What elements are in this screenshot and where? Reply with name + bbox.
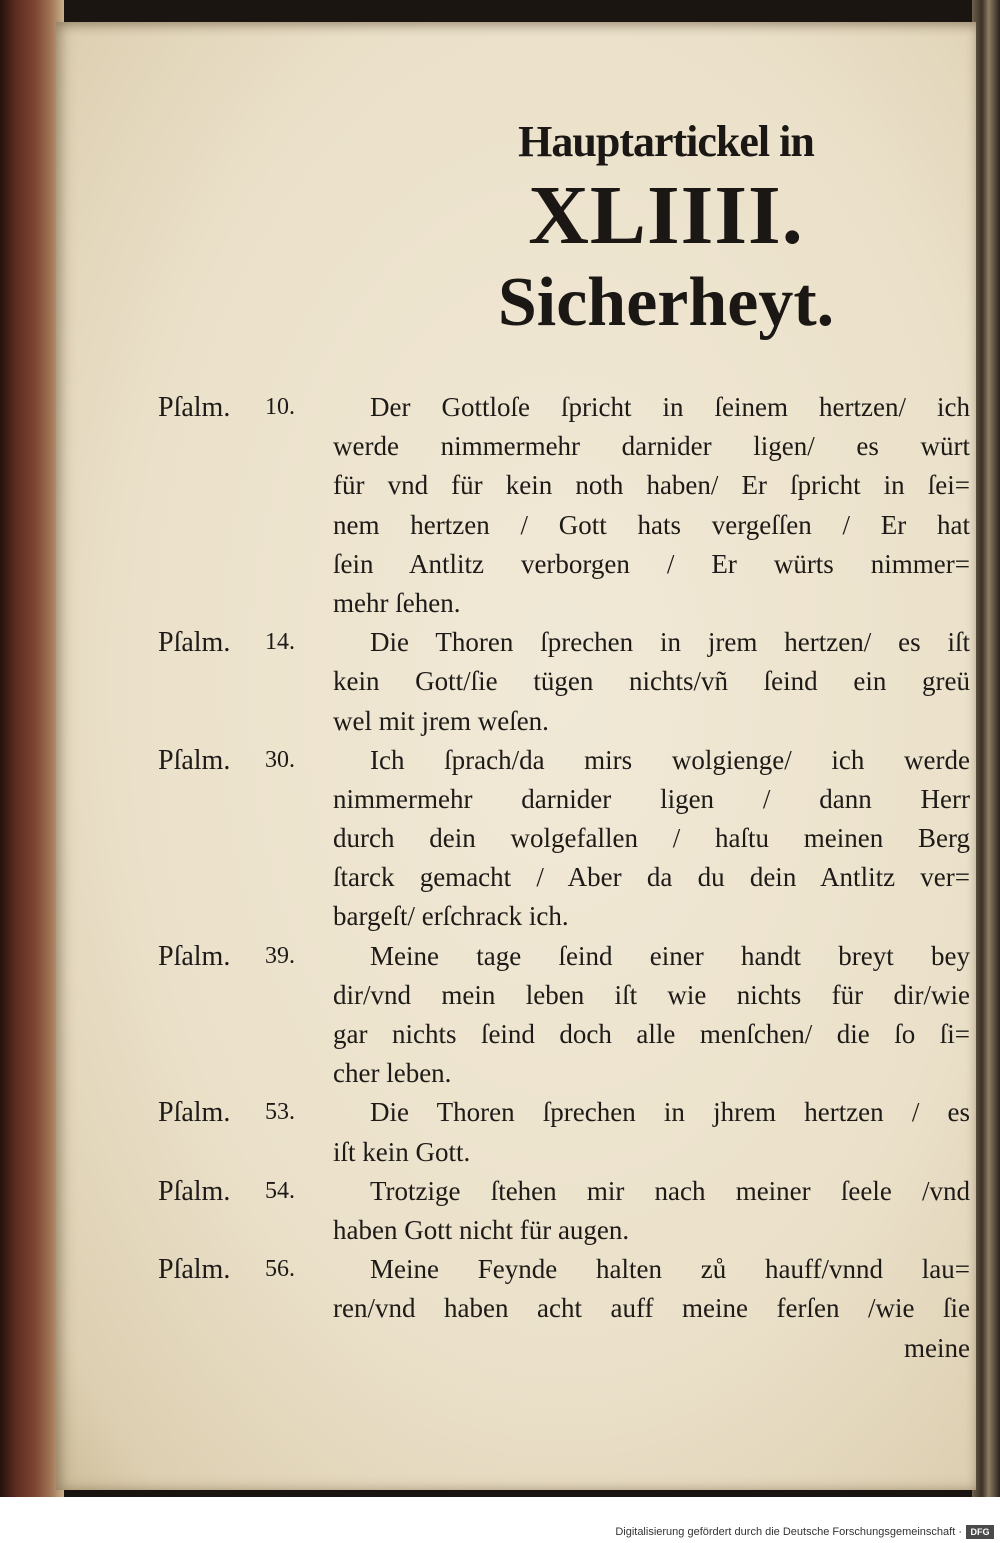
margin-reference-number: 53.	[265, 1099, 295, 1126]
psalm-entry	[158, 388, 970, 623]
text-line: Meine tage ſeind einer handt breyt bey	[370, 940, 970, 971]
margin-reference-label: Pſalm.	[158, 1175, 231, 1207]
chapter-heading	[416, 112, 916, 346]
text-line: ſein Antlitz verborgen / Er würts nimmer=	[333, 548, 970, 579]
book-page	[56, 22, 976, 1490]
text-line: Trotzige ſtehen mir nach meiner ſeele /vnd	[370, 1175, 970, 1206]
psalm-entry	[158, 1250, 970, 1368]
text-line: gar nichts ſeind doch alle menſchen/ die ſo ſi=	[333, 1019, 970, 1049]
margin-reference-number: 56.	[265, 1256, 295, 1283]
text-line: iſt kein Gott.	[333, 1136, 471, 1167]
text-line: nem hertzen / Gott hats vergeſſen / Er hat	[333, 509, 970, 540]
margin-reference-number: 14.	[265, 629, 295, 656]
digitization-footer	[0, 1497, 1000, 1543]
psalm-entry	[158, 623, 970, 741]
psalm-entry	[158, 741, 970, 937]
heading-title: Hauptartickel in	[518, 117, 814, 166]
text-line: Die Thoren ſprechen in jrem hertzen/ es iſt	[370, 627, 970, 658]
page-stack-edge	[972, 0, 1000, 1497]
margin-reference-label: Pſalm.	[158, 744, 231, 776]
text-line: mehr ſehen.	[333, 587, 461, 618]
text-line: Die Thoren ſprechen in jhrem hertzen / es	[370, 1097, 970, 1128]
text-line: wel mit jrem weſen.	[333, 705, 549, 736]
margin-reference-label: Pſalm.	[158, 1254, 231, 1286]
psalm-entry	[158, 1172, 970, 1250]
margin-reference-number: 39.	[265, 942, 295, 969]
text-line: Der Gottloſe ſpricht in ſeinem hertzen/ ich	[370, 392, 970, 422]
catchword: meine	[904, 1332, 970, 1363]
text-line: Meine Feynde halten zů hauff/vnnd lau=	[370, 1254, 970, 1285]
book-binding-edge	[0, 0, 64, 1497]
text-line: nimmermehr darnider ligen / dann Herr	[333, 783, 970, 814]
heading-subject: Sicherheyt.	[497, 264, 835, 341]
text-line: kein Gott/ſie tügen nichts/vñ ſeind ein greü	[333, 666, 970, 697]
text-line: für vnd für kein noth haben/ Er ſpricht in ſei=	[333, 470, 970, 501]
text-line: durch dein wolgefallen / haſtu meinen Berg	[333, 823, 970, 854]
funding-notice: Digitalisierung gefördert durch die Deutsche Forschungsgemeinschaft ·	[615, 1526, 962, 1538]
margin-reference-number: 54.	[265, 1177, 295, 1204]
text-line: dir/vnd mein leben iſt wie nichts für dir/wie	[333, 979, 970, 1010]
text-line: cher leben.	[333, 1058, 452, 1089]
text-line: ren/vnd haben acht auff meine ferſen /wie ſie	[333, 1293, 970, 1324]
text-line: bargeſt/ erſchrack ich.	[333, 901, 569, 932]
margin-reference-label: Pſalm.	[158, 940, 231, 972]
psalm-entry	[158, 937, 970, 1094]
text-line: Ich ſprach/da mirs wolgienge/ ich werde	[370, 744, 970, 775]
margin-reference-label: Pſalm.	[158, 1097, 231, 1129]
page-body	[158, 388, 970, 1368]
margin-reference-label: Pſalm.	[158, 392, 231, 423]
heading-number: XLIIII.	[528, 169, 804, 262]
text-line: haben Gott nicht für augen.	[333, 1214, 630, 1245]
dfg-logo: DFG	[966, 1525, 994, 1539]
margin-reference-label: Pſalm.	[158, 627, 231, 659]
text-line: werde nimmermehr darnider ligen/ es würt	[333, 431, 970, 462]
text-line: ſtarck gemacht / Aber da du dein Antlitz ver=	[333, 862, 970, 893]
psalm-entry	[158, 1093, 970, 1171]
margin-reference-number: 30.	[265, 746, 295, 773]
margin-reference-number: 10.	[265, 394, 295, 420]
